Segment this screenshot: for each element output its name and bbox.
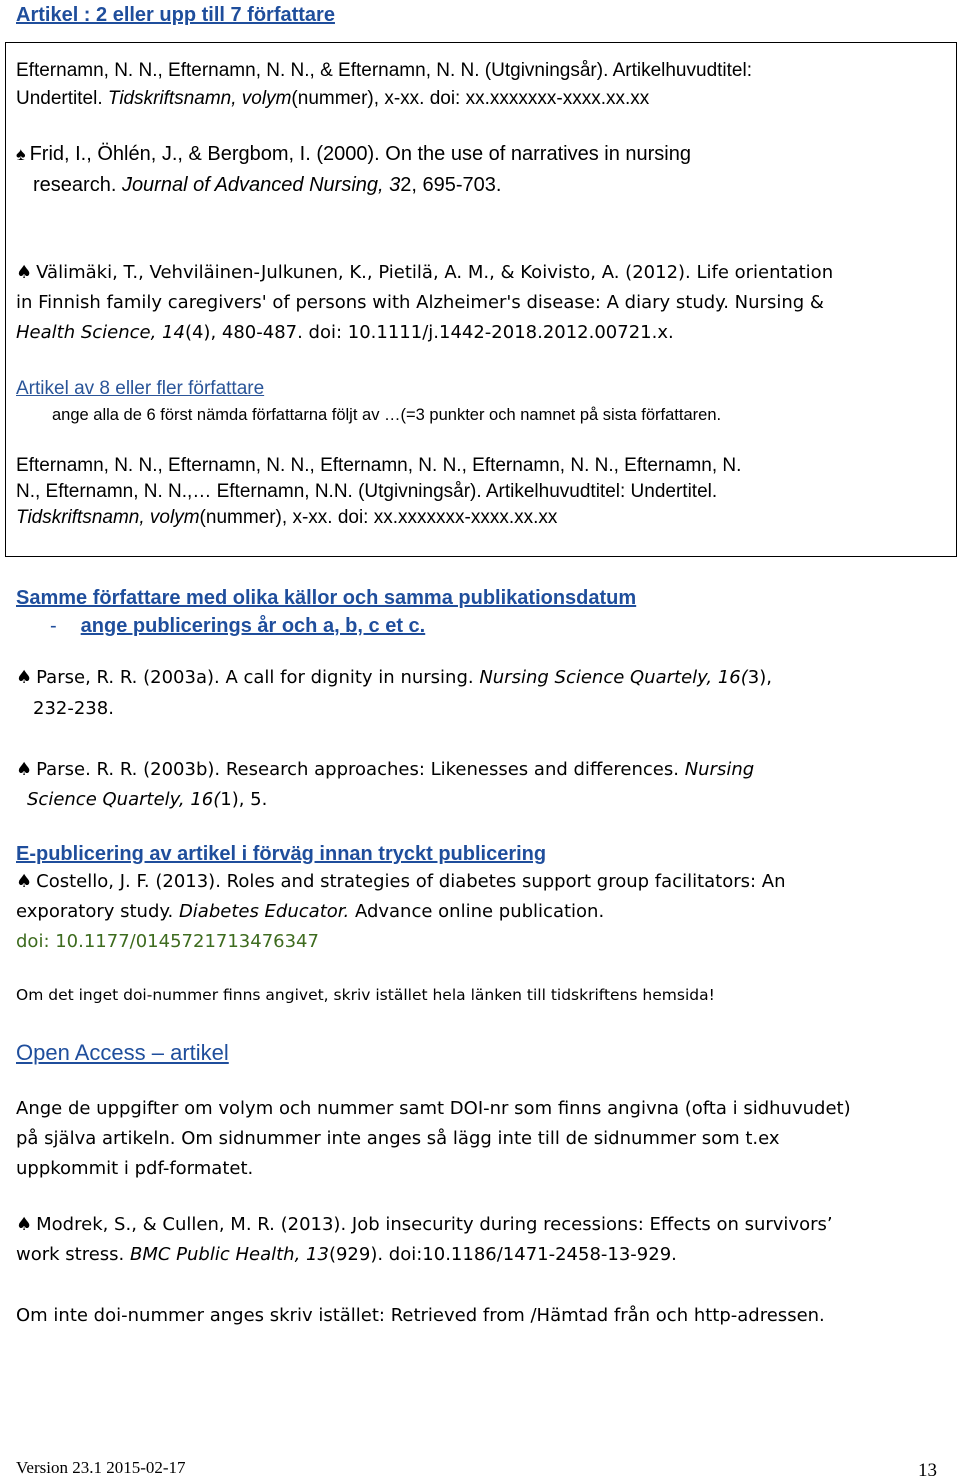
example-frid-journal: Journal of Advanced Nursing, 3 <box>121 174 401 196</box>
example-costello-doi: doi: 10.1177/0145721713476347 <box>16 931 319 952</box>
section-title-same-author: Samme författare med olika källor och samma publikationsdatum <box>16 587 637 609</box>
template2-journal: Tidskriftsnamn, volym <box>16 507 200 528</box>
spade-icon: ♠ <box>16 144 26 164</box>
template2-line-2: N., Efternamn, N. N.,… Efternamn, N.N. (Utgivningsår). Artikelhuvudtitel: Undertitel. <box>16 481 718 502</box>
example-modrek-rest: (929). doi:10.1186/1471-2458-13-929. <box>328 1244 677 1265</box>
template-subtitle: Undertitel. <box>16 88 108 109</box>
section-title-e-publication: E-publicering av artikel i förväg innan tryckt publicering <box>16 843 547 865</box>
example-modrek-journal: BMC Public Health, 13 <box>130 1244 329 1265</box>
section-title-articles-2-7: Artikel : 2 eller upp till 7 författare <box>16 4 335 26</box>
example-parse-a-line-1 <box>16 667 772 688</box>
template-rest: (nummer), x-xx. doi: xx.xxxxxxx-xxxx.xx.xx <box>291 88 650 109</box>
example-parse-b-journal-start: Nursing <box>684 759 755 780</box>
open-access-para-line-1: Ange de uppgifter om volym och nummer samt DOI-nr som finns angivna (ofta i sidhuvudet) <box>16 1098 851 1119</box>
example-valimaki-journal: Health Science, 14 <box>16 322 185 343</box>
example-valimaki-line-2: in Finnish family caregivers' of persons with Alzheimer's disease: A diary study. Nursing & <box>16 292 824 313</box>
doi-missing-note: Om det inget doi-nummer finns angivet, skriv istället hela länken till tidskriftens hemsida! <box>16 986 715 1004</box>
dash: - <box>50 615 57 637</box>
section-subtitle-same-author <box>50 615 425 638</box>
example-parse-a-issue: 3), <box>747 667 772 688</box>
template2-rest: (nummer), x-xx. doi: xx.xxxxxxx-xxxx.xx.xx <box>199 507 558 528</box>
template2-line-3 <box>16 507 557 529</box>
example-parse-a-journal: Nursing Science Quartely, 16( <box>479 667 748 688</box>
spade-icon: ♠ <box>16 667 33 688</box>
example-modrek-line-1 <box>16 1214 833 1235</box>
example-parse-a-line-2: 232-238. <box>33 698 114 719</box>
example-costello-rest: Advance online publication. <box>349 901 605 922</box>
page-number: 13 <box>918 1460 937 1481</box>
example-modrek-line-2 <box>16 1244 677 1265</box>
example-frid-pages: 2, 695-703. <box>400 174 502 196</box>
example-modrek-title-end: work stress. <box>16 1244 130 1265</box>
section-note-8-plus: ange alla de 6 först nämda författarna följt av …(=3 punkter och namnet på sista författaren. <box>52 406 722 424</box>
example-costello-line-1 <box>16 871 786 892</box>
example-parse-b-line-1 <box>16 759 754 780</box>
example-costello-journal: Diabetes Educator. <box>178 901 350 922</box>
spade-icon: ♠ <box>16 1214 33 1235</box>
example-valimaki-line-3 <box>16 322 674 343</box>
example-parse-a-title: Parse, R. R. (2003a). A call for dignity in nursing. <box>36 667 480 688</box>
example-valimaki-rest: (4), 480-487. doi: 10.1111/j.1442-2018.2012.00721.x. <box>184 322 674 343</box>
example-parse-b-title: Parse. R. R. (2003b). Research approaches: Likenesses and differences. <box>36 759 685 780</box>
template-line-1: Efternamn, N. N., Efternamn, N. N., & Efternamn, N. N. (Utgivningsår). Artikelhuvudtitel: <box>16 60 752 81</box>
example-costello-title-end: exporatory study. <box>16 901 179 922</box>
example-parse-b-journal-end: Science Quartely, 16( <box>27 789 221 810</box>
example-valimaki-authors: Välimäki, T., Vehviläinen-Julkunen, K., Pietilä, A. M., & Koivisto, A. (2012). Life orientation <box>36 262 834 283</box>
example-frid-authors: Frid, I., Öhlén, J., & Bergbom, I. (2000). On the use of narratives in nursing <box>29 143 691 165</box>
template-journal: Tidskriftsnamn, volym <box>107 88 292 109</box>
open-access-para-line-2: på själva artikeln. Om sidnummer inte anges så lägg inte till de sidnummer som t.ex <box>16 1128 780 1149</box>
template2-line-1: Efternamn, N. N., Efternamn, N. N., Efternamn, N. N., Efternamn, N. N., Efternamn, N. <box>16 455 742 476</box>
example-valimaki-line-1 <box>16 262 833 283</box>
example-costello-authors: Costello, J. F. (2013). Roles and strategies of diabetes support group facilitators: An <box>36 871 786 892</box>
retrieved-from-note: Om inte doi-nummer anges skriv istället: Retrieved from /Hämtad från och http-adressen. <box>16 1305 825 1326</box>
example-frid-line-1 <box>16 143 691 166</box>
section-title-articles-8-plus: Artikel av 8 eller fler författare <box>16 378 265 399</box>
same-author-instruction: ange publicerings år och a, b, c et c. <box>80 615 426 637</box>
example-parse-b-line-2 <box>27 789 267 810</box>
version-footer: Version 23.1 2015-02-17 <box>16 1458 186 1477</box>
example-modrek-authors: Modrek, S., & Cullen, M. R. (2013). Job insecurity during recessions: Effects on survivors’ <box>36 1214 833 1235</box>
open-access-para-line-3: uppkommit i pdf-formatet. <box>16 1158 254 1179</box>
spade-icon: ♠ <box>16 262 33 283</box>
template-line-2 <box>16 88 649 110</box>
spade-icon: ♠ <box>16 759 33 780</box>
example-frid-title-end: research. <box>33 174 122 196</box>
example-costello-line-2 <box>16 901 604 922</box>
example-frid-line-2 <box>33 174 501 197</box>
section-title-open-access: Open Access – artikel <box>16 1040 229 1065</box>
example-parse-b-rest: 1), 5. <box>220 789 268 810</box>
spade-icon: ♠ <box>16 871 33 892</box>
